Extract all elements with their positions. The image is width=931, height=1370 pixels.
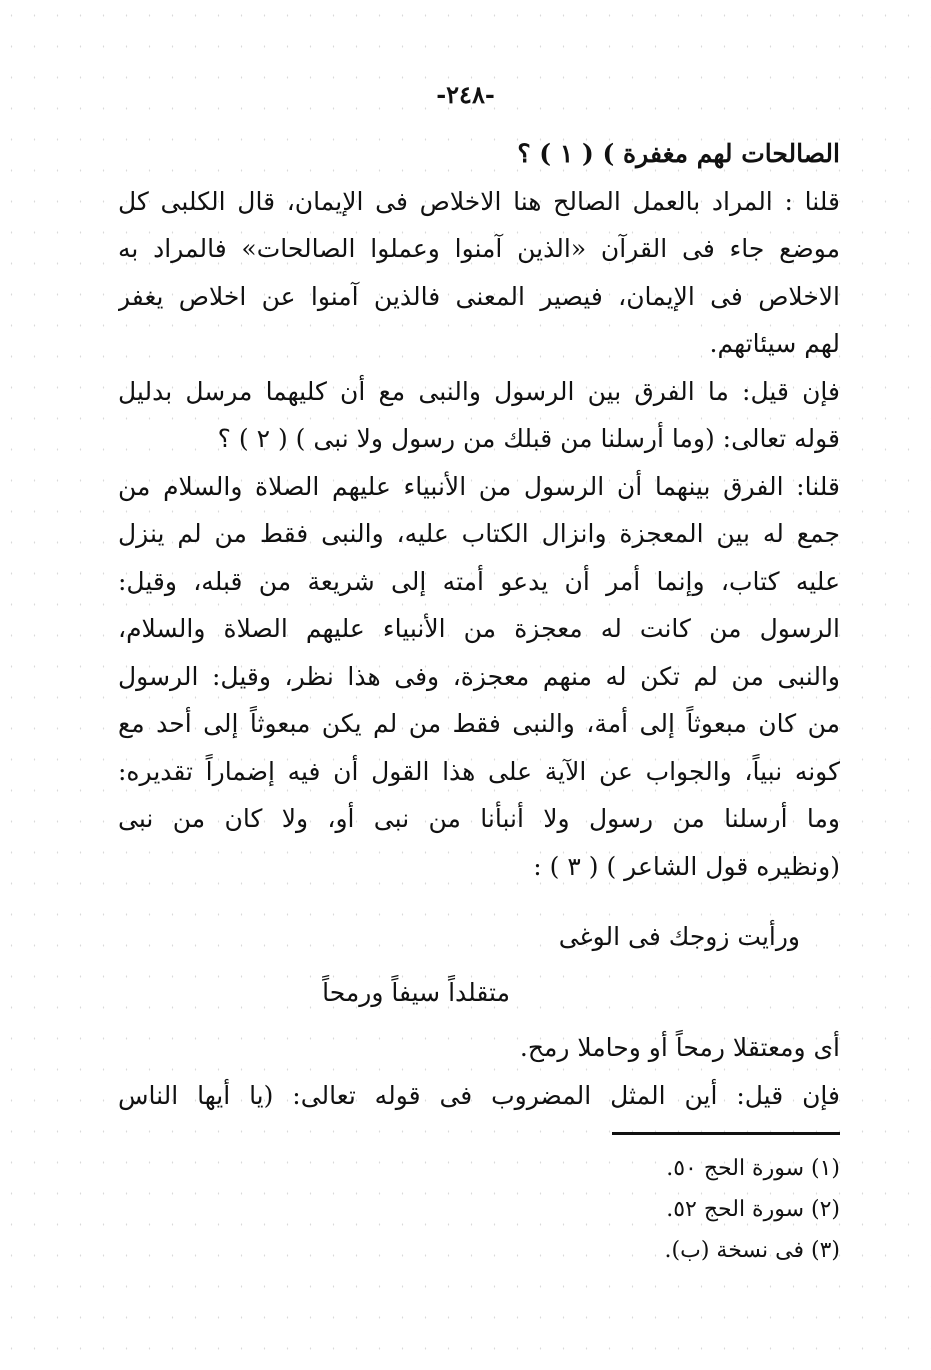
text-line: كونه نبياً، والجواب عن الآية على هذا القول أن فيه إضماراً تقديره: bbox=[118, 756, 840, 786]
footnote-item: (١) سورة الحج ٥٠. bbox=[666, 1156, 840, 1181]
text-line: لهم سيئاتهم. bbox=[709, 329, 840, 358]
footnote-separator bbox=[612, 1132, 840, 1135]
text-line: قلنا: الفرق بينهما أن الرسول من الأنبياء عليهم الصلاة والسلام من bbox=[118, 471, 840, 501]
poetry-verse-first-half: ورأيت زوجك فى الوغى bbox=[558, 922, 800, 951]
text-line: الاخلاص فى الإيمان، فيصير المعنى فالذين آمنوا عن اخلاص يغفر bbox=[118, 281, 840, 311]
text-line: والنبى من لم تكن له منهم معجزة، وفى هذا نظر، وقيل: الرسول bbox=[118, 661, 840, 691]
footnotes bbox=[500, 1148, 840, 1271]
text-line: قلنا : المراد بالعمل الصالح هنا الاخلاص فى الإيمان، قال الكلبى كل bbox=[118, 186, 840, 216]
footnote-item: (٣) فى نسخة (ب). bbox=[664, 1238, 840, 1263]
main-text bbox=[118, 130, 840, 890]
text-line: عليه كتاب، وإنما أمر أن يدعو أمته إلى شريعة من قبله، وقيل: bbox=[118, 566, 840, 596]
text-line: وما أرسلنا من رسول ولا أنبأنا من نبى أو، ولا كان من نبى bbox=[118, 804, 840, 833]
text-line: قوله تعالى: (وما أرسلنا من قبلك من رسول ولا نبى ) ( ٢ ) ؟ bbox=[217, 424, 840, 453]
text-line: (ونظيره قول الشاعر ) ( ٣ ) : bbox=[533, 851, 840, 881]
text-line: الصالحات لهم مغفرة ) ( ١ ) ؟ bbox=[517, 139, 840, 168]
text-line: أى ومعتقلا رمحاً أو وحاملا رمح. bbox=[519, 1033, 840, 1062]
footnote-item: (٢) سورة الحج ٥٢. bbox=[666, 1197, 840, 1222]
text-line: الرسول من كانت له معجزة من الأنبياء عليهم الصلاة والسلام، bbox=[118, 614, 840, 643]
text-line: جمع له بين المعجزة وانزال الكتاب عليه، والنبى فقط من لم ينزل bbox=[118, 519, 840, 548]
page-number: -٢٤٨- bbox=[436, 80, 495, 109]
text-line: فإن قيل: ما الفرق بين الرسول والنبى مع أن كليهما مرسل بدليل bbox=[118, 376, 840, 406]
text-line: من كان مبعوثاً إلى أمة، والنبى فقط من لم يكن مبعوثاً إلى أحد مع bbox=[118, 709, 840, 738]
closing-text bbox=[118, 1024, 840, 1119]
text-line: فإن قيل: أين المثل المضروب فى قوله تعالى: (يا أيها الناس bbox=[118, 1080, 840, 1110]
text-line: موضع جاء فى القرآن «الذين آمنوا وعملوا الصالحات» فالمراد به bbox=[118, 234, 840, 263]
poetry-verse-second-half: متقلداً سيفاً ورمحاً bbox=[322, 978, 510, 1007]
